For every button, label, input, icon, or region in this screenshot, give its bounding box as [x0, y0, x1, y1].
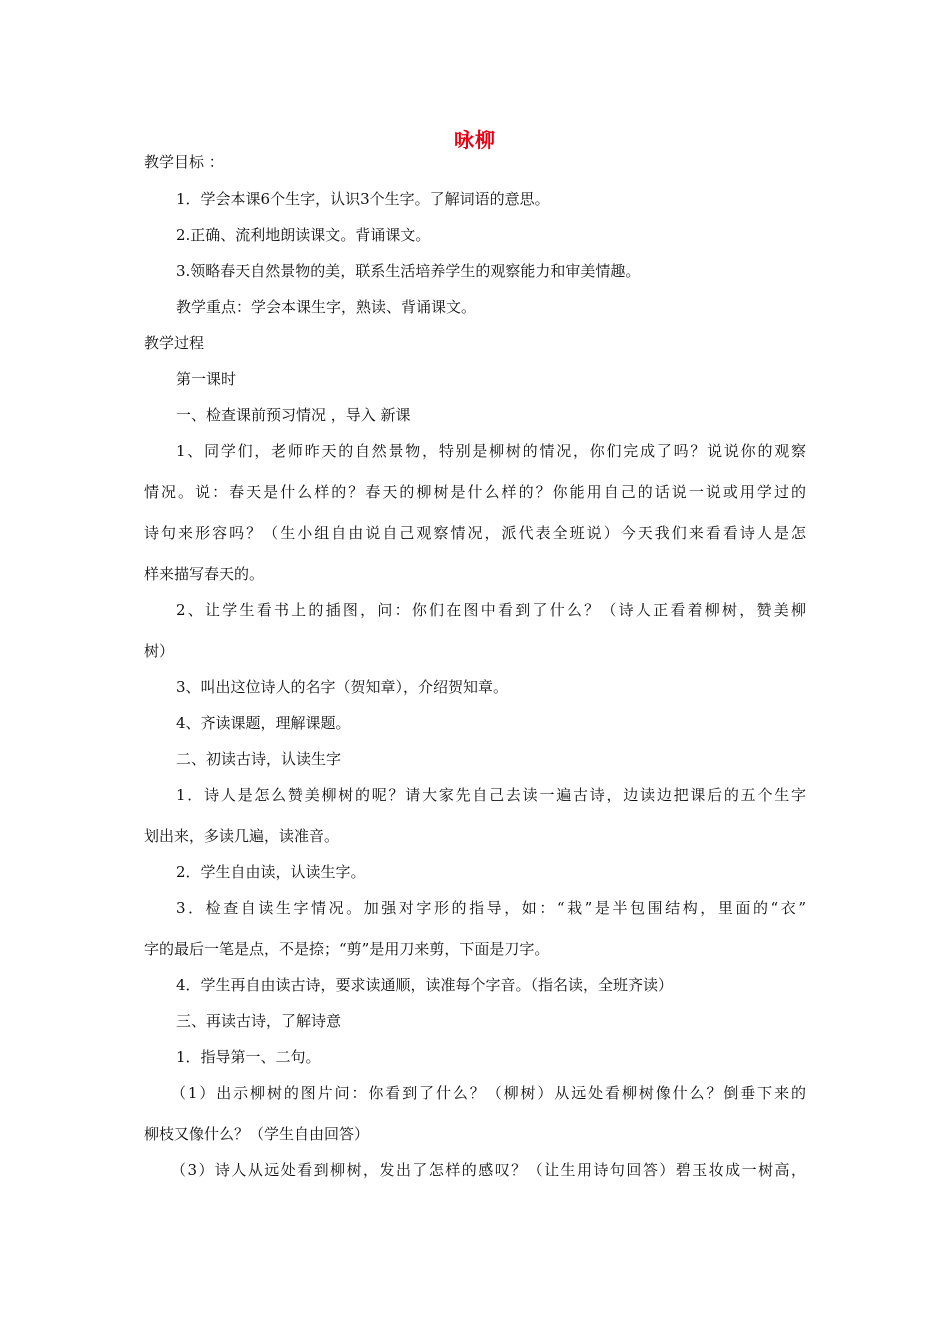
- step-heading-3: 三、再读古诗，了解诗意: [176, 1012, 342, 1030]
- paragraph-line: 情况。说：春天是什么样的？春天的柳树是什么样的？你能用自己的话说一说或用学过的: [144, 483, 806, 501]
- paragraph-line: 4．学生再自由读古诗，要求读通顺，读准每个字音。（指名读，全班齐读）: [176, 976, 674, 994]
- section-heading-process: 教学过程: [144, 334, 205, 352]
- paragraph-line: 样来描写春天的。: [144, 565, 265, 583]
- step-heading-1: 一、检查课前预习情况 ，导入 新课: [176, 406, 411, 424]
- page-title: 咏柳: [454, 128, 496, 152]
- paragraph-line: 树）: [144, 642, 175, 660]
- objective-2: 2.正确、流利地朗读课文。背诵课文。: [176, 226, 431, 244]
- paragraph-line: 1．诗人是怎么赞美柳树的呢？请大家先自己去读一遍古诗，边读边把课后的五个生字: [176, 786, 806, 804]
- paragraph-line: （1）出示柳树的图片问：你看到了什么？（柳树）从远处看柳树像什么？倒垂下来的: [171, 1084, 806, 1102]
- paragraph-line: 诗句来形容吗？（生小组自由说自己观察情况，派代表全班说）今天我们来看看诗人是怎: [144, 524, 806, 542]
- paragraph-line: 3、叫出这位诗人的名字（贺知章），介绍贺知章。: [176, 678, 509, 696]
- objective-1: 1．学会本课6个生字，认识3个生字。了解词语的意思。: [176, 190, 550, 208]
- objective-3: 3.领略春天自然景物的美，联系生活培养学生的观察能力和审美情趣。: [176, 262, 641, 280]
- paragraph-line: 3．检查自读生字情况。加强对字形的指导，如：“栽”是半包围结构，里面的“衣”: [176, 899, 806, 917]
- paragraph-line: 划出来，多读几遍，读准音。: [144, 827, 340, 845]
- paragraph-line: 1、同学们，老师昨天的自然景物，特别是柳树的情况，你们完成了吗？说说你的观察: [176, 442, 806, 460]
- lesson-heading: 第一课时: [176, 370, 237, 388]
- section-heading-objectives: 教学目标 ：: [144, 153, 224, 171]
- paragraph-line: 2、让学生看书上的插图，问：你们在图中看到了什么？（诗人正看着柳树，赞美柳: [176, 601, 806, 619]
- paragraph-line: 1．指导第一、二句。: [176, 1048, 321, 1066]
- paragraph-line: 柳枝又像什么？（学生自由回答）: [144, 1125, 370, 1143]
- paragraph-line: 字的最后一笔是点，不是捺；“剪”是用刀来剪，下面是刀字。: [144, 940, 550, 958]
- step-heading-2: 二、初读古诗，认读生字: [176, 750, 342, 768]
- paragraph-line: 2．学生自由读，认读生字。: [176, 863, 366, 881]
- teaching-focus: 教学重点：学会本课生字，熟读、背诵课文。: [176, 298, 477, 316]
- paragraph-line: （3）诗人从远处看到柳树，发出了怎样的感叹？（让生用诗句回答）碧玉妆成一树高，: [171, 1161, 806, 1179]
- paragraph-line: 4、齐读课题，理解课题。: [176, 714, 351, 732]
